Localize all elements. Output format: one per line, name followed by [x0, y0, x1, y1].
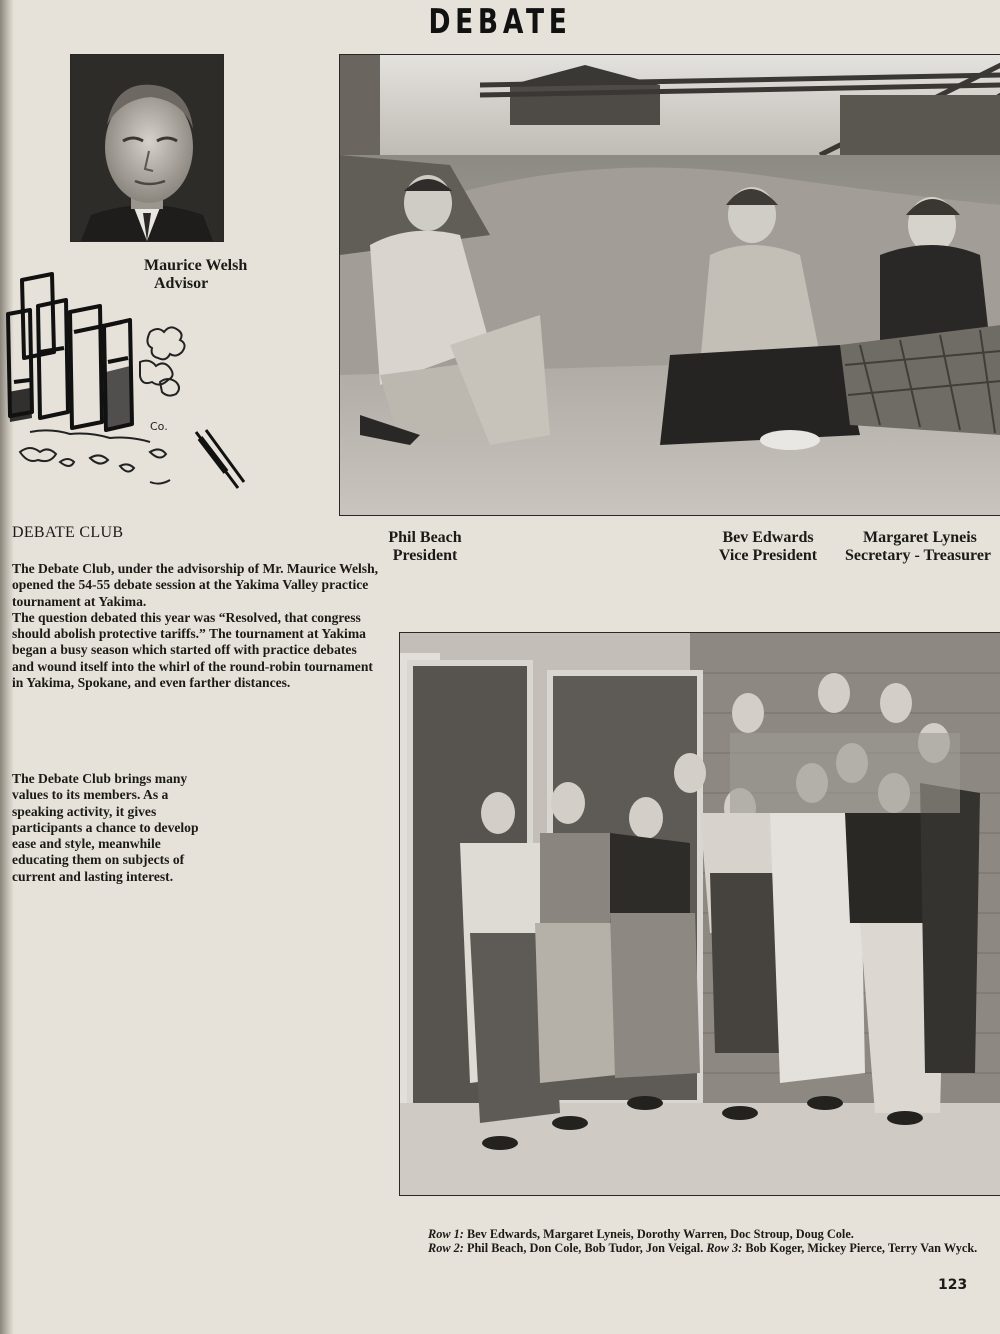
- officer-name: Bev Edwards: [722, 529, 814, 546]
- page-title: DEBATE: [428, 2, 572, 42]
- officers-photo: [339, 54, 1000, 516]
- club-paragraph-3: The Debate Club brings many values to its members. As a speaking activity, it gives participants a chance to develop ease and style, meanwhile educating them on subjects of current and lasting interest.: [12, 771, 199, 884]
- officer-caption-secretary-treasurer: [845, 529, 1000, 565]
- officer-name: Margaret Lyneis: [863, 529, 977, 546]
- advisor-portrait-photo: [70, 54, 224, 242]
- row-names: Phil Beach, Don Cole, Bob Tudor, Jon Veigal.: [466, 1241, 704, 1255]
- officer-role: President: [392, 547, 458, 564]
- row-names: Bev Edwards, Margaret Lyneis, Dorothy Warren, Doc Stroup, Doug Cole.: [466, 1227, 854, 1241]
- row-names: Bob Koger, Mickey Pierce, Terry Van Wyck.: [745, 1241, 978, 1255]
- row-label: Row 2:: [428, 1241, 464, 1255]
- group-photo: [399, 632, 1000, 1196]
- row-label: Row 3:: [706, 1241, 743, 1255]
- officer-caption-vice-president: [700, 529, 836, 565]
- stacked-books-illustration: [0, 262, 250, 502]
- paragraph-text: The question debated this year was “Resolved, that congress should abolish protective tariffs.” The tournament at Yakima began a busy season which started off with practice debates and wound itself into the whirl of the round-robin tournament in Yakima, Spokane, and even farther distances.: [12, 609, 373, 691]
- officer-role: Secretary - Treasurer: [845, 547, 992, 564]
- club-heading: DEBATE CLUB: [12, 524, 124, 541]
- advisor-name: Maurice Welsh: [144, 257, 248, 274]
- row-label: Row 1:: [428, 1227, 464, 1241]
- officer-name: Phil Beach: [388, 529, 462, 546]
- advisor-role: Advisor: [154, 275, 209, 292]
- svg-text:Co.: Co.: [150, 420, 168, 433]
- club-paragraph-1: [12, 561, 382, 691]
- officer-role: Vice President: [718, 547, 818, 564]
- page-number: 123: [938, 1277, 968, 1293]
- officer-caption-president: [370, 529, 480, 565]
- group-photo-caption: [428, 1227, 978, 1255]
- paragraph-text: The Debate Club, under the advisorship of Mr. Maurice Welsh, opened the 54-55 debate session at the Yakima Valley practice tournament at Yakima.: [12, 561, 379, 609]
